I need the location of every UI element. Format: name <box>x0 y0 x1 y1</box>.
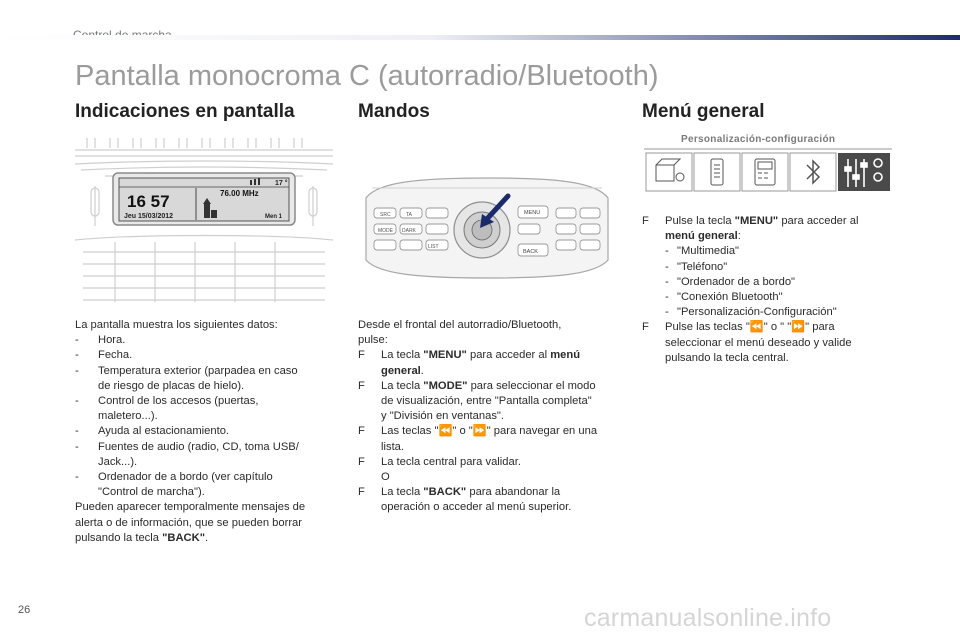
fast-forward-icon: ⏩ <box>472 425 487 438</box>
page-number: 26 <box>18 604 31 616</box>
rewind-icon: ⏪ <box>749 321 764 334</box>
svg-text:TA: TA <box>406 212 413 218</box>
menu-general-text: F Pulse la tecla "MENU" para acceder al menú general: - "Multimedia" - "Teléfono" - "Ordenador de a bordo" - "Conexión Bluetooth" - "Personalización-Configuración" F Pulse las teclas "⏪" o " "⏩" para seleccionar el menú deseado y valide pulsando la tecla central. <box>642 214 902 366</box>
submenu-item: - "Personalización-Configuración" <box>665 306 837 319</box>
list-item: F Pulse la tecla "MENU" para acceder al <box>642 215 859 227</box>
list-item: - Fecha. <box>75 349 133 362</box>
menu-icons-strip <box>642 145 894 195</box>
list-item: F La tecla "MENU" para acceder al menú <box>358 349 581 362</box>
list-item: - Hora. <box>75 334 126 347</box>
svg-text:BACK: BACK <box>523 249 538 255</box>
submenu-item: - "Teléfono" <box>665 260 728 273</box>
list-item: F Las teclas "⏪" o "⏩" para navegar en una <box>358 425 598 438</box>
heading-menu-general: Menú general <box>642 101 765 122</box>
list-item: - Ayuda al estacionamiento. <box>75 425 230 438</box>
header-rule <box>0 35 960 40</box>
svg-text:SRC: SRC <box>380 212 391 218</box>
screen-time: 16 57 <box>127 192 170 211</box>
list-item: - Ordenador de a bordo (ver capítulo <box>75 471 273 484</box>
screen-date: Jeu 15/03/2012 <box>124 213 174 220</box>
heading-mandos: Mandos <box>358 101 430 122</box>
svg-text:LIST: LIST <box>428 244 439 250</box>
fast-forward-icon: ⏩ <box>791 321 806 334</box>
page-title: Pantalla monocroma C (autorradio/Bluetooth) <box>75 60 659 92</box>
monochrome-screen-illustration <box>75 130 333 310</box>
list-item: F La tecla "BACK" para abandonar la <box>358 486 561 499</box>
mandos-text: Desde el frontal del autorradio/Bluetooth, pulse: F La tecla "MENU" para acceder al menú general. F La tecla "MODE" para seleccionar el modo de visualización, entre "Pantalla completa" y "División en ventanas". F Las teclas "⏪" o "⏩" para navegar en una lista. F La tecla central para validar. O F La tecla "BACK" para abandonar la operación o acceder al menú superior. <box>358 318 628 516</box>
radio-panel-illustration <box>358 168 616 288</box>
submenu-item: - "Conexión Bluetooth" <box>665 291 783 304</box>
screen-frequency: 76.00 MHz <box>220 189 259 198</box>
svg-text:DARK: DARK <box>402 228 416 234</box>
heading-indicaciones: Indicaciones en pantalla <box>75 101 295 122</box>
outro-line: pulsando la tecla "BACK". <box>75 531 209 544</box>
list-item: - Fuentes de audio (radio, CD, toma USB/ <box>75 440 299 453</box>
screen-temp: 17 ° <box>275 180 288 187</box>
list-item: - Temperatura exterior (parpadea en caso <box>75 364 298 377</box>
svg-text:MODE: MODE <box>378 228 393 234</box>
list-item: F Pulse las teclas "⏪" o " "⏩" para <box>642 321 835 334</box>
svg-text:MENU: MENU <box>524 210 541 216</box>
outro-line: Pueden aparecer temporalmente mensajes de <box>75 501 306 514</box>
watermark: carmanualsonline.info <box>584 604 832 632</box>
indicaciones-text: La pantalla muestra los siguientes datos: - Hora. - Fecha. - Temperatura exterior (parpadea en caso de riesgo de placas de hielo). - Control de los accesos (puertas, maletero...). - Ayuda al estacionamiento. - Fuentes de audio (radio, CD, toma USB/ Jack...). - Ordenador de a bordo (ver capítulo "Control de marcha"). Pueden aparecer temporalmente mensajes de alerta o de información, que se pueden borrar pulsando la tecla "BACK". <box>75 318 345 546</box>
outro-line: alerta o de información, que se pueden borrar <box>75 516 303 529</box>
list-item: F La tecla "MODE" para seleccionar el modo <box>358 379 596 392</box>
submenu-item: - "Ordenador de a bordo" <box>665 275 796 288</box>
submenu-item: - "Multimedia" <box>665 245 740 258</box>
screen-menu: Men 1 <box>265 214 283 220</box>
list-item: F La tecla central para validar. <box>358 455 521 468</box>
indicaciones-intro: La pantalla muestra los siguientes datos: <box>75 319 278 331</box>
list-item: - Control de los accesos (puertas, <box>75 395 259 408</box>
menu-caption: Personalización-configuración <box>681 134 836 145</box>
rewind-icon: ⏪ <box>438 425 453 438</box>
